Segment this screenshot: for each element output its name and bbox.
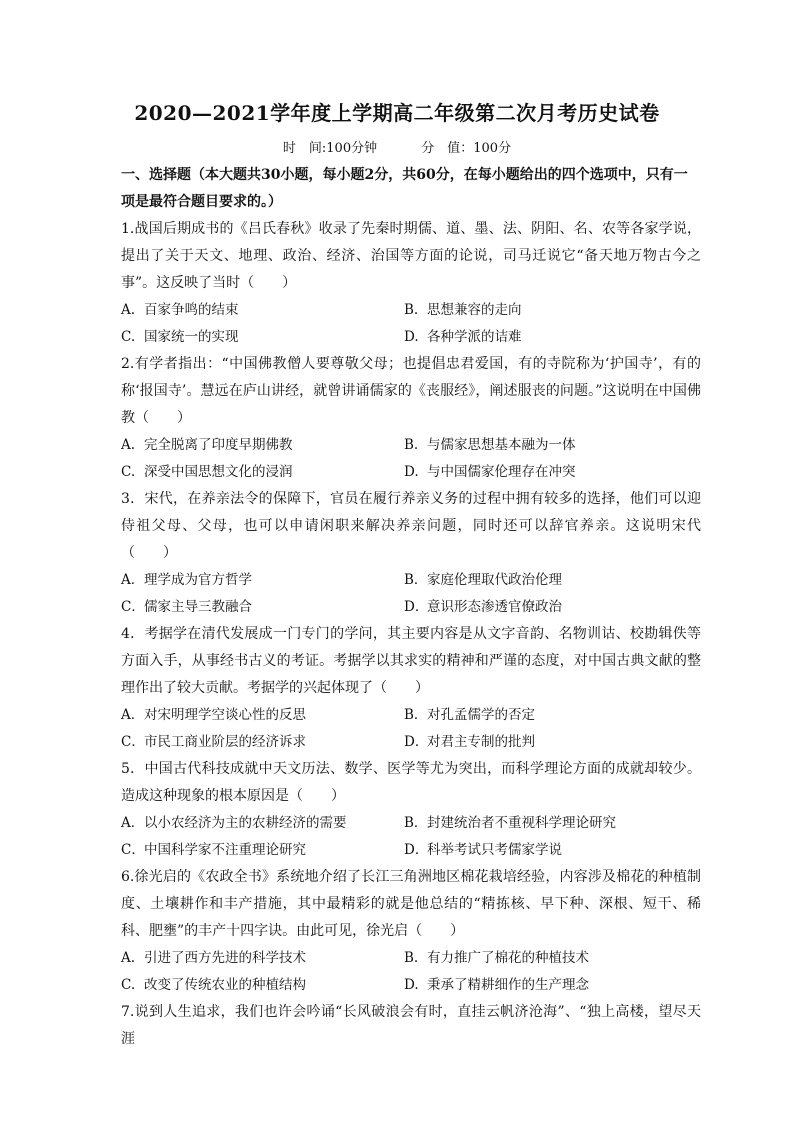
option-letter: C. bbox=[121, 329, 136, 345]
option-text: 秉承了精耕细作的生产理念 bbox=[427, 977, 589, 993]
option-letter: A. bbox=[121, 950, 136, 966]
option-text: 家庭伦理取代政治伦理 bbox=[427, 572, 562, 588]
option-text: 百家争鸣的结束 bbox=[144, 302, 239, 318]
option-list bbox=[121, 297, 701, 351]
option-text: 对宋明理学空谈心性的反思 bbox=[144, 707, 306, 723]
question-7 bbox=[121, 999, 701, 1053]
option-b[interactable] bbox=[404, 810, 684, 837]
option-text: 引进了西方先进的科学技术 bbox=[144, 950, 306, 966]
option-text: 封建统治者不重视科学理论研究 bbox=[427, 815, 616, 831]
option-letter: C． bbox=[121, 599, 145, 615]
option-letter: B． bbox=[404, 572, 428, 588]
option-list bbox=[121, 810, 701, 864]
option-text: 思想兼容的走向 bbox=[427, 302, 522, 318]
question-1 bbox=[121, 216, 701, 351]
option-d[interactable] bbox=[404, 972, 684, 999]
option-text: 改变了传统农业的种植结构 bbox=[144, 977, 306, 993]
exam-time: 时 间:100分钟 bbox=[282, 141, 378, 156]
option-d[interactable] bbox=[404, 324, 684, 351]
option-list bbox=[121, 945, 701, 999]
question-stem: 1.战国后期成书的《吕氏春秋》收录了先秦时期儒、道、墨、法、阴阳、名、农等各家学说，提出了关于天文、地理、政治、经济、治国等方面的论说，司马迁说它“备天地万物古今之事”。这反映了当时（ ） bbox=[121, 221, 701, 291]
exam-body bbox=[121, 162, 701, 1053]
option-text: 中国科学家不注重理论研究 bbox=[144, 842, 306, 858]
option-list bbox=[121, 432, 701, 486]
option-letter: D. bbox=[404, 329, 419, 345]
option-text: 与中国儒家伦理存在冲突 bbox=[427, 464, 576, 480]
question-2 bbox=[121, 351, 701, 486]
question-3 bbox=[121, 486, 701, 621]
option-c[interactable] bbox=[121, 324, 404, 351]
option-letter: C． bbox=[121, 734, 145, 750]
option-text: 对孔孟儒学的否定 bbox=[427, 707, 535, 723]
option-text: 儒家主导三教融合 bbox=[144, 599, 252, 615]
option-letter: A． bbox=[121, 815, 145, 831]
option-text: 与儒家思想基本融为一体 bbox=[427, 437, 576, 453]
option-c[interactable] bbox=[121, 972, 404, 999]
option-text: 对君主专制的批判 bbox=[427, 734, 535, 750]
section-heading: 一、选择题（本大题共30小题，每小题2分，共60分，在每小题给出的四个选项中，只有一项是最符合题目要求的。） bbox=[121, 167, 688, 210]
question-stem: 7.说到人生追求，我们也许会吟诵“长风破浪会有时，直挂云帆济沧海”、“独上高楼，望尽天涯 bbox=[121, 1004, 701, 1047]
option-letter: C． bbox=[121, 842, 145, 858]
option-text: 市民工商业阶层的经济诉求 bbox=[144, 734, 306, 750]
option-letter: A. bbox=[121, 302, 136, 318]
option-b[interactable] bbox=[404, 297, 684, 324]
option-b[interactable] bbox=[404, 432, 684, 459]
exam-score: 分 值：100分 bbox=[421, 141, 512, 156]
question-6 bbox=[121, 864, 701, 999]
option-d[interactable] bbox=[404, 459, 684, 486]
option-text: 有力推广了棉花的种植技术 bbox=[427, 950, 589, 966]
option-text: 以小农经济为主的农耕经济的需要 bbox=[144, 815, 347, 831]
option-letter: B． bbox=[404, 815, 428, 831]
option-letter: B. bbox=[404, 437, 419, 453]
option-list bbox=[121, 567, 701, 621]
exam-title: 2020—2021学年度上学期高二年级第二次月考历史试卷 bbox=[134, 101, 660, 125]
option-text: 理学成为官方哲学 bbox=[144, 572, 252, 588]
option-letter: D． bbox=[404, 842, 429, 858]
option-letter: D. bbox=[404, 464, 419, 480]
option-a[interactable] bbox=[121, 297, 404, 324]
option-letter: B. bbox=[404, 950, 419, 966]
option-letter: D． bbox=[404, 599, 429, 615]
question-5 bbox=[121, 756, 701, 864]
option-text: 意识形态渗透官僚政治 bbox=[427, 599, 562, 615]
option-text: 科举考试只考儒家学说 bbox=[427, 842, 562, 858]
option-text: 国家统一的实现 bbox=[144, 329, 239, 345]
question-stem: 4．考据学在清代发展成一门专门的学问，其主要内容是从文字音韵、名物训诂、校勘辑佚等方面入手，从事经书古义的考证。考据学以其求实的精神和严谨的态度，对中国古典文献的整理作出了较大贡献。考据学的兴起体现了（ ） bbox=[121, 626, 701, 696]
option-c[interactable] bbox=[121, 729, 404, 756]
option-letter: B. bbox=[404, 302, 419, 318]
option-a[interactable] bbox=[121, 702, 404, 729]
option-a[interactable] bbox=[121, 945, 404, 972]
question-stem: 6.徐光启的《农政全书》系统地介绍了长江三角洲地区棉花栽培经验，内容涉及棉花的种植制度、土壤耕作和丰产措施，其中最精彩的就是他总结的“精拣核、早下种、深根、短干、稀科、肥壅”的丰产十四字诀。由此可见，徐光启（ ） bbox=[121, 869, 701, 939]
option-d[interactable] bbox=[404, 837, 684, 864]
question-stem: 3．宋代，在养亲法令的保障下，官员在履行养亲义务的过程中拥有较多的选择，他们可以迎侍祖父母、父母，也可以申请闲职来解决养亲问题，同时还可以辞官养亲。这说明宋代（ ） bbox=[121, 491, 701, 561]
option-b[interactable] bbox=[404, 702, 684, 729]
option-letter: B． bbox=[404, 707, 428, 723]
option-letter: A. bbox=[121, 437, 136, 453]
option-letter: A． bbox=[121, 707, 145, 723]
option-b[interactable] bbox=[404, 567, 684, 594]
option-c[interactable] bbox=[121, 837, 404, 864]
option-c[interactable] bbox=[121, 594, 404, 621]
option-text: 深受中国思想文化的浸润 bbox=[144, 464, 293, 480]
question-4 bbox=[121, 621, 701, 756]
exam-meta bbox=[0, 137, 794, 156]
option-a[interactable] bbox=[121, 567, 404, 594]
option-list bbox=[121, 702, 701, 756]
option-d[interactable] bbox=[404, 594, 684, 621]
option-d[interactable] bbox=[404, 729, 684, 756]
option-a[interactable] bbox=[121, 810, 404, 837]
option-letter: D. bbox=[404, 977, 419, 993]
option-c[interactable] bbox=[121, 459, 404, 486]
option-text: 各种学派的诘难 bbox=[427, 329, 522, 345]
question-stem: 5．中国古代科技成就中天文历法、数学、医学等尤为突出，而科学理论方面的成就却较少。造成这种现象的根本原因是（ ） bbox=[121, 761, 701, 804]
option-a[interactable] bbox=[121, 432, 404, 459]
option-text: 完全脱离了印度早期佛教 bbox=[144, 437, 293, 453]
option-b[interactable] bbox=[404, 945, 684, 972]
question-stem: 2.有学者指出：“中国佛教僧人要尊敬父母；也提倡忠君爱国，有的寺院称为‘护国寺’，有的称‘报国寺’。慧远在庐山讲经，就曾讲诵儒家的《丧服经》，阐述服丧的问题。”这说明在中国佛教（ ） bbox=[121, 356, 701, 426]
option-letter: C. bbox=[121, 464, 136, 480]
option-letter: C. bbox=[121, 977, 136, 993]
option-letter: A． bbox=[121, 572, 145, 588]
option-letter: D． bbox=[404, 734, 429, 750]
